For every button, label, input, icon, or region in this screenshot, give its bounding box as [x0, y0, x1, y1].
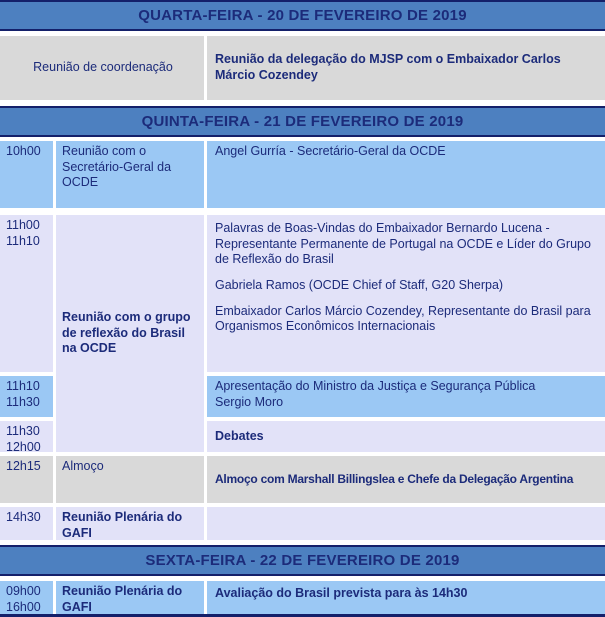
apresentacao-description-line2: Sergio Moro [215, 394, 284, 409]
almoco-activity-label: Almoço [62, 459, 104, 473]
secretario-time: 10h00 [6, 144, 41, 158]
coordenacao-description-text: Reunião da delegação do MJSP com o Embaixador Carlos Márcio Cozendey [215, 52, 561, 82]
row-plenaria-quinta [0, 507, 605, 540]
secretario-time-cell [0, 141, 53, 208]
day-header-quinta [0, 106, 605, 137]
debates-time-end: 12h00 [6, 439, 41, 452]
debates-description-text: Debates [215, 428, 264, 443]
plenaria-sexta-description-text: Avaliação do Brasil prevista para às 14h30 [215, 586, 468, 600]
row-almoco [0, 456, 605, 503]
reflexao-paragraph-2: Gabriela Ramos (OCDE Chief of Staff, G20 Sherpa) [215, 277, 504, 292]
day-header-sexta [0, 545, 605, 576]
reflexao-paragraph-3: Embaixador Carlos Márcio Cozendey, Representante do Brasil para Organismos Econômicos Internacionais [215, 303, 591, 334]
row-plenaria-sexta [0, 581, 605, 614]
plenaria-sexta-description-cell [207, 581, 605, 614]
day-header-quarta-label: QUARTA-FEIRA - 20 DE FEVEREIRO DE 2019 [138, 7, 467, 24]
coordenacao-description-cell [207, 36, 605, 100]
row-secretario-geral [0, 141, 605, 208]
coordenacao-activity-label: Reunião de coordenação [33, 60, 173, 75]
apresentacao-time-start: 11h10 [6, 379, 40, 393]
day-header-quarta [0, 0, 605, 31]
debates-time-cell [0, 421, 53, 452]
plenaria-sexta-time-start: 09h00 [6, 584, 41, 598]
almoco-time-cell [0, 456, 53, 503]
secretario-description-cell [207, 141, 605, 208]
secretario-activity-cell [56, 141, 204, 208]
plenaria-sexta-time-cell [0, 581, 53, 614]
coordenacao-activity-cell [0, 36, 204, 100]
day-header-quinta-label: QUINTA-FEIRA - 21 DE FEVEREIRO DE 2019 [141, 113, 464, 130]
almoco-description-text: Almoço com Marshall Billingslea e Chefe da Delegação Argentina [215, 472, 574, 486]
reflexao-time-cell [0, 215, 53, 372]
almoco-description-cell [207, 456, 605, 503]
debates-time-start: 11h30 [6, 424, 40, 438]
apresentacao-time-cell [0, 376, 53, 417]
secretario-activity-label: Reunião com o Secretário-Geral da OCDE [62, 144, 172, 190]
day-header-sexta-label: SEXTA-FEIRA - 22 DE FEVEREIRO DE 2019 [145, 552, 460, 569]
reflexao-activity-cell [56, 215, 204, 452]
plenaria-sexta-activity-label: Reunião Plenária do GAFI [62, 584, 183, 614]
apresentacao-description-line1: Apresentação do Ministro da Justiça e Segurança Pública [215, 379, 536, 393]
reflexao-paragraph-1: Palavras de Boas-Vindas do Embaixador Bernardo Lucena - Representante Permanente de Portugal na OCDE e Líder do Grupo de Reflexão do Brasil [215, 221, 591, 267]
plenaria-sexta-activity-cell [56, 581, 204, 614]
plenaria-quinta-time-cell [0, 507, 53, 540]
plenaria-sexta-time-end: 16h00 [6, 599, 41, 614]
block-grupo-reflexao [0, 215, 605, 452]
plenaria-quinta-activity-cell [56, 507, 204, 540]
debates-description-cell [207, 421, 605, 452]
apresentacao-time-end: 11h30 [6, 394, 40, 409]
secretario-description-text: Angel Gurría - Secretário-Geral da OCDE [215, 144, 446, 158]
almoco-time: 12h15 [6, 459, 41, 473]
reflexao-time-start: 11h00 [6, 218, 40, 232]
plenaria-quinta-description-cell [207, 507, 605, 540]
almoco-activity-cell [56, 456, 204, 503]
reflexao-time-end: 11h10 [6, 233, 40, 248]
reflexao-activity-label: Reunião com o grupo de reflexão do Brasil na OCDE [62, 310, 191, 356]
reflexao-description-cell [207, 215, 605, 372]
plenaria-quinta-time: 14h30 [6, 510, 41, 524]
plenaria-quinta-activity-label: Reunião Plenária do GAFI [62, 510, 183, 540]
apresentacao-description-cell [207, 376, 605, 417]
row-coordenacao [0, 36, 605, 100]
